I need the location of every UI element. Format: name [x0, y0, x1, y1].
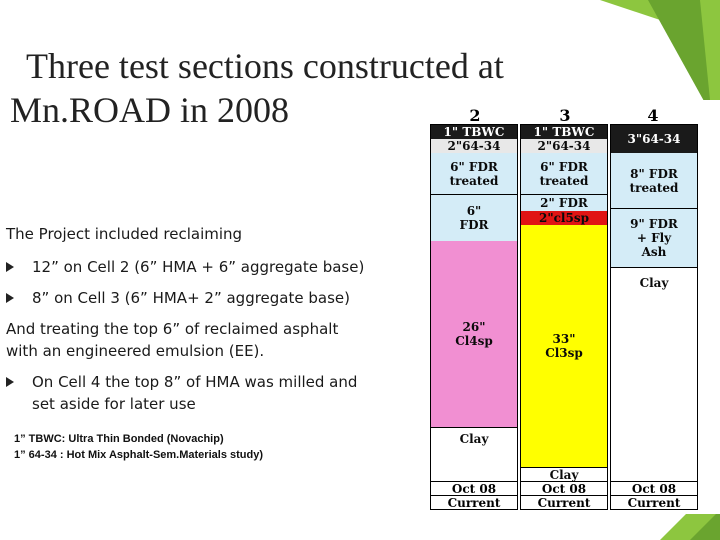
footer-oct08: Oct 08	[521, 481, 607, 496]
layer-hma: 2"64-34	[521, 139, 607, 153]
footer-oct08: Oct 08	[611, 481, 697, 496]
cell-number-4: 4	[647, 106, 659, 125]
title-line-2: Mn.ROAD in 2008	[10, 90, 290, 130]
footnotes	[14, 431, 263, 463]
bullet-cell4	[32, 371, 357, 415]
layer-fdr: 2" FDR	[521, 195, 607, 211]
bullet-arrow-icon	[6, 262, 14, 272]
bullet-arrow-icon	[6, 293, 14, 303]
bullet-cell4-line-2: set aside for later use	[32, 395, 196, 413]
layer-cl4sp: 26" Cl4sp	[431, 241, 517, 427]
cell-2-column	[430, 124, 518, 510]
treatment-paragraph	[6, 318, 338, 362]
cell-number-2: 2	[469, 106, 481, 125]
cell-3-column	[520, 124, 608, 510]
layer-fdr-treated: 6" FDR treated	[431, 153, 517, 195]
layer-fdr: 6" FDR	[431, 195, 517, 241]
pavement-section-diagram	[424, 100, 720, 514]
footnote-hma: 1” 64-34 : Hot Mix Asphalt-Sem.Materials study)	[14, 449, 263, 461]
footer-oct08: Oct 08	[431, 481, 517, 496]
layer-tbwc: 1" TBWC	[521, 125, 607, 139]
footer-current: Current	[431, 495, 517, 510]
bullet-arrow-icon	[6, 377, 14, 387]
bullet-cell4-line-1: On Cell 4 the top 8” of HMA was milled and	[32, 373, 358, 391]
bullet-cell3: 8” on Cell 3 (6” HMA+ 2” aggregate base)	[32, 289, 350, 307]
layer-fdr-fly-ash: 9" FDR + Fly Ash	[611, 209, 697, 267]
treatment-line-2: with an engineered emulsion (EE).	[6, 342, 265, 360]
bullet-cell2: 12” on Cell 2 (6” HMA + 6” aggregate base)	[32, 258, 365, 276]
layer-clay: Clay	[521, 467, 607, 481]
treatment-line-1: And treating the top 6” of reclaimed asphalt	[6, 320, 339, 338]
footer-current: Current	[611, 495, 697, 510]
layer-hma: 3"64-34	[611, 125, 697, 153]
layer-fdr-treated: 6" FDR treated	[521, 153, 607, 195]
layer-clay: Clay	[431, 427, 517, 481]
cell-4-column	[610, 124, 698, 510]
cell-number-3: 3	[559, 106, 571, 125]
title-line-1: Three test sections constructed at	[26, 46, 504, 86]
layer-fdr-treated: 8" FDR treated	[611, 153, 697, 209]
layer-cl5sp: 2"cl5sp	[521, 211, 607, 225]
layer-tbwc: 1" TBWC	[431, 125, 517, 139]
layer-hma: 2"64-34	[431, 139, 517, 153]
footer-current: Current	[521, 495, 607, 510]
footnote-tbwc: 1” TBWC: Ultra Thin Bonded (Novachip)	[14, 433, 224, 445]
intro-text: The Project included reclaiming	[6, 225, 243, 243]
layer-clay: Clay	[611, 267, 697, 481]
layer-cl3sp: 33" Cl3sp	[521, 225, 607, 467]
